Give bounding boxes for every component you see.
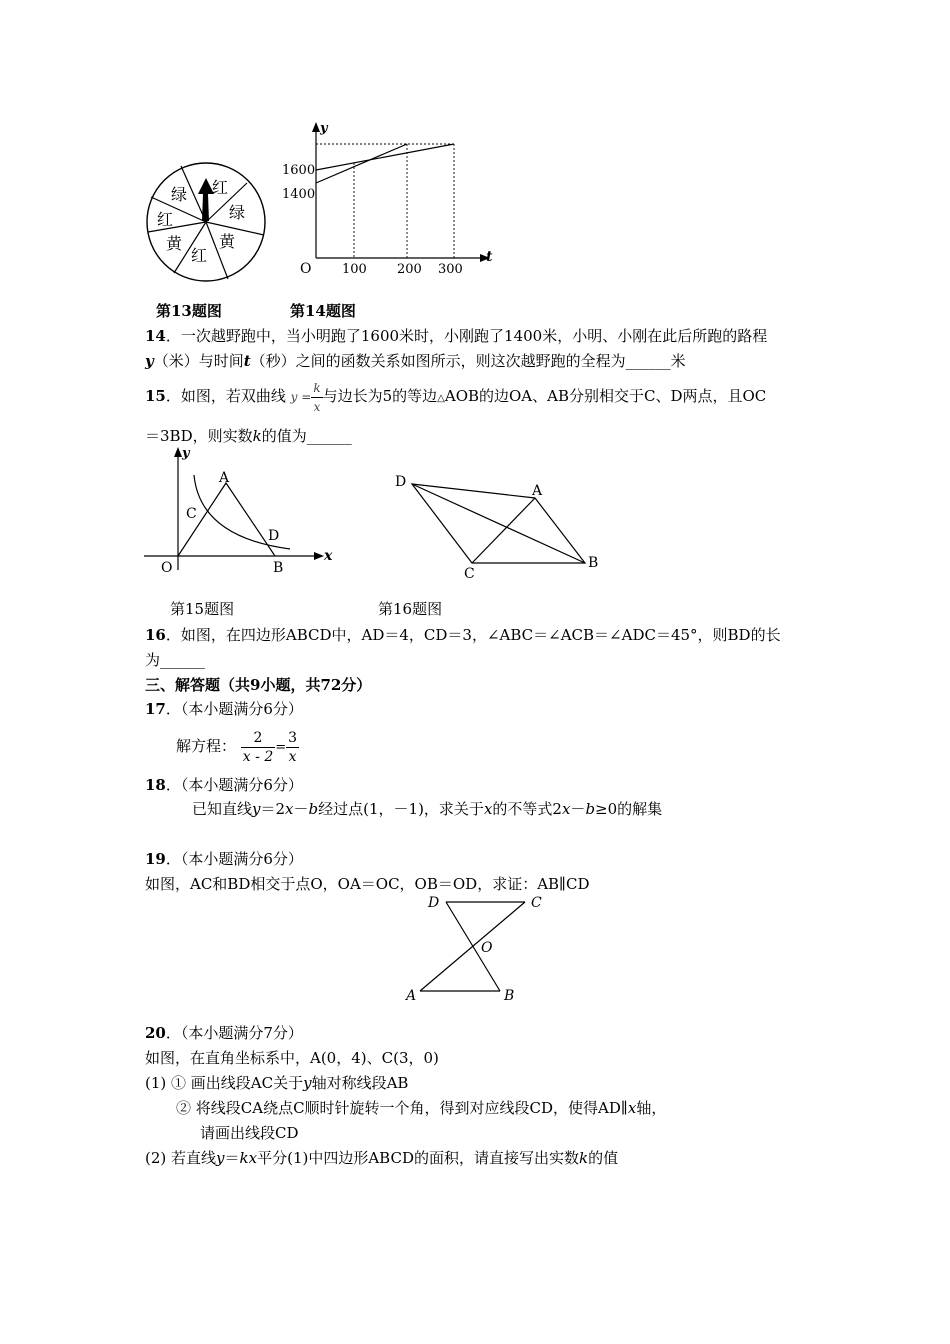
q20-line1: 如图，在直角坐标系中，A(0，4)、C(3，0)	[145, 1049, 439, 1067]
q16-line1: 16．如图，在四边形ABCD中，AD＝4，CD＝3，∠ABC＝∠ACB＝∠ADC＝45°，则BD的长	[145, 626, 781, 644]
q18-body: 已知直线y＝2x－b经过点(1，－1)，求关于x的不等式2x－b≥0的解集	[192, 800, 663, 818]
q20-line3: ② 将线段CA绕点C顺时针旋转一个角，得到对应线段CD，使得AD∥x轴，	[176, 1099, 667, 1117]
t-axis-label: t	[486, 249, 493, 265]
q20-line4: 请画出线段CD	[200, 1124, 299, 1142]
spinner-label: 红	[191, 246, 208, 265]
origin-label: O	[300, 261, 312, 277]
y-axis-arrow-icon	[312, 122, 320, 132]
section-3-heading: 三、解答题（共9小题，共72分）	[145, 676, 372, 694]
point-label-a: A	[219, 470, 230, 486]
q18-head: 18．（本小题满分6分）	[145, 776, 303, 794]
point-label-o: O	[161, 560, 173, 576]
q17-head: 17．（本小题满分6分）	[145, 700, 303, 718]
point-label-c: C	[186, 506, 197, 522]
y-tick-1600: 1600	[282, 163, 316, 178]
fig13-caption: 第13题图	[156, 302, 222, 320]
q14-number: 14	[145, 327, 166, 345]
q17-equation: 解方程： $\frac{2}{x - 2}$ = $\frac{3}{x}$	[176, 729, 298, 765]
fig14-caption: 第14题图	[290, 302, 356, 320]
q20-line2: (1) ① 画出线段AC关于y轴对称线段AB	[145, 1074, 409, 1092]
fig14-graph	[280, 118, 505, 280]
x-label: x	[324, 548, 333, 564]
t-tick-300: 300	[438, 262, 463, 277]
spinner-label: 黄	[219, 232, 236, 251]
diagonal-ac	[472, 498, 535, 563]
q15-line2: ＝3BD，则实数k的值为______	[145, 427, 352, 445]
fig19-figure	[400, 890, 550, 1005]
q19-body: 如图，AC和BD相交于点O，OA＝OC，OB＝OD，求证：AB∥CD	[145, 875, 590, 893]
q14-line1: 14．一次越野跑中，当小明跑了1600米时，小刚跑了1400米，小明、小刚在此后所跑的路程	[145, 327, 768, 345]
q19-number: 19	[145, 850, 166, 868]
q15-line1: 15．如图，若双曲线 y = $\frac{k}{x}$ 与边长为5的等边△AOB的边OA、AB分别相交于C、D两点，且OC	[145, 380, 767, 414]
y-axis-label: y	[320, 121, 328, 136]
point-label-d: D	[268, 528, 280, 544]
point-label-a: A	[532, 483, 543, 499]
point-label-b: B	[273, 560, 284, 576]
y-label: y	[182, 446, 190, 461]
q18-number: 18	[145, 776, 166, 794]
point-label-d: D	[395, 474, 407, 490]
y-tick-1400: 1400	[282, 187, 316, 202]
point-label-b: B	[588, 555, 599, 571]
point-label-c: C	[531, 895, 542, 911]
spinner-label: 红	[157, 210, 174, 229]
xiaoming-line	[316, 144, 407, 183]
spinner-label: 红	[212, 178, 229, 197]
q17-number: 17	[145, 700, 166, 718]
fig16-caption: 第16题图	[378, 600, 443, 618]
point-label-a: A	[406, 988, 417, 1004]
spinner-label: 黄	[166, 234, 183, 253]
diagonal-bd	[412, 484, 585, 563]
q14-line2: y（米）与时间t（秒）之间的函数关系如图所示，则这次越野跑的全程为______米	[145, 352, 686, 370]
t-tick-100: 100	[342, 262, 367, 277]
spinner-label: 绿	[229, 203, 246, 222]
point-label-b: B	[504, 988, 515, 1004]
point-label-o: O	[481, 940, 493, 956]
q19-head: 19．（本小题满分6分）	[145, 850, 303, 868]
q16-number: 16	[145, 626, 166, 644]
xiaogang-line	[316, 144, 454, 170]
q20-number: 20	[145, 1024, 166, 1042]
q20-line5: (2) 若直线y＝kx平分(1)中四边形ABCD的面积，请直接写出实数k的值	[145, 1149, 619, 1167]
fig13-spinner-figure	[144, 160, 269, 285]
q15-number: 15	[145, 387, 166, 405]
fig15-caption: 第15题图	[170, 600, 235, 618]
point-label-d: D	[428, 895, 440, 911]
t-tick-200: 200	[397, 262, 422, 277]
q20-head: 20．（本小题满分7分）	[145, 1024, 303, 1042]
fig16-figure	[390, 468, 610, 583]
y-axis-arrow-icon	[174, 447, 182, 457]
q16-line2: 为______	[145, 651, 206, 669]
fig15-figure	[140, 445, 340, 577]
spinner-label: 绿	[171, 185, 188, 204]
x-axis-arrow-icon	[314, 552, 324, 560]
point-label-c: C	[464, 566, 475, 582]
